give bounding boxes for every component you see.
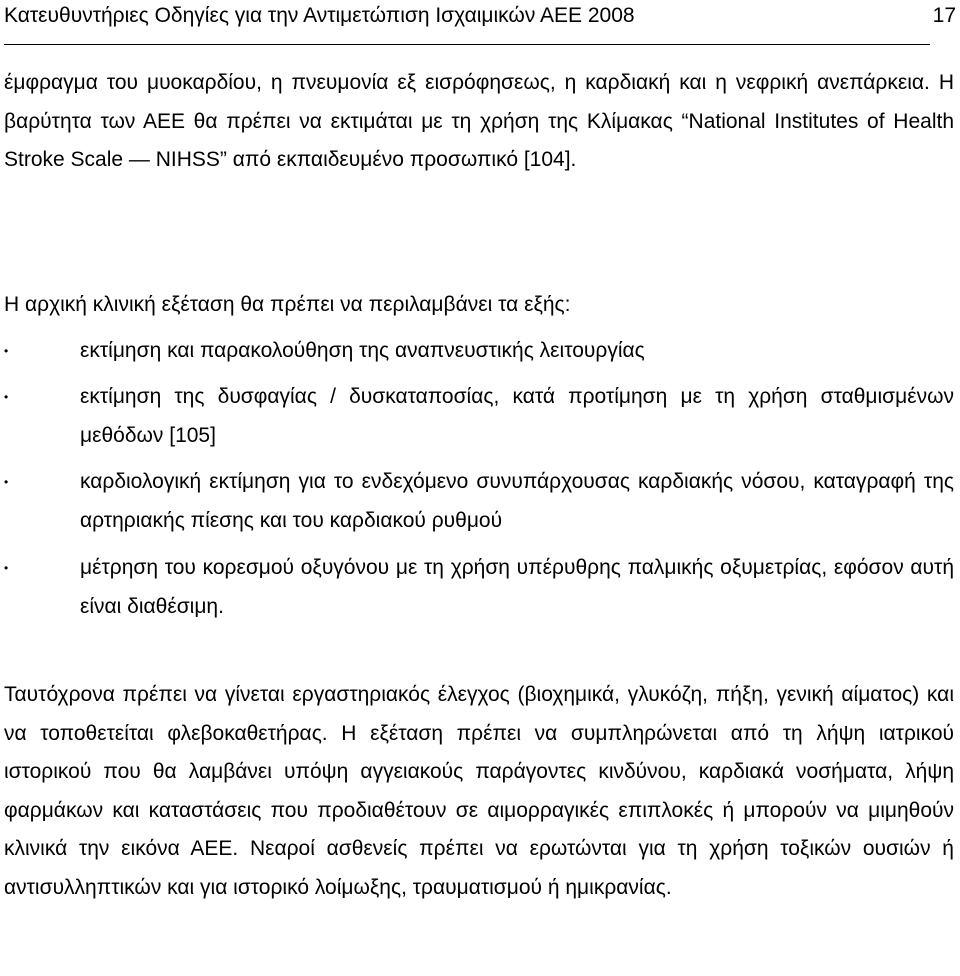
paragraph-lab-tests: Ταυτόχρονα πρέπει να γίνεται εργαστηριακός έλεγχος (βιοχημικά, γλυκόζη, πήξη, γενική αίματος) και να τοποθετείται φλεβοκαθετήρας. Η εξέταση πρέπει να συμπληρώνεται από τη λήψη ιατρικού ιστορικού που θα λαμβάνει υπόψη αγγειακούς παράγοντες κινδύνου, καρδιακά νοσήματα, λήψη φαρμάκων και καταστάσεις που προδιαθέτουν σε αιμορραγικές επιπλοκές ή μπορούν να μιμηθούν κλινικά την εικόνα ΑΕΕ. Νεαροί ασθενείς πρέπει να ερωτώνται για τη χρήση τοξικών ουσιών ή αντισυλληπτικών και για ιστορικό λοίμωξης, τραυματισμού ή ημικρανίας.	[4, 683, 954, 899]
page-number: 17	[932, 4, 956, 27]
header-divider	[4, 44, 930, 45]
list-item-text: καρδιολογική εκτίμηση για το ενδεχόμενο συνυπάρχουσας καρδιακής νόσου, καταγραφή της αρτηριακής πίεσης και του καρδιακού ρυθμού	[80, 470, 954, 532]
bullet-icon: •	[4, 561, 9, 575]
list-item-text: εκτίμηση της δυσφαγίας / δυσκαταποσίας, κατά προτίμηση με τη χρήση σταθμισμένων μεθόδων [105]	[80, 385, 954, 447]
paragraph-clinical-exam-intro: Η αρχική κλινική εξέταση θα πρέπει να περιλαμβάνει τα εξής:	[4, 293, 571, 316]
bullet-icon: •	[4, 390, 9, 404]
list-item-text: εκτίμηση και παρακολούθηση της αναπνευστικής λειτουργίας	[80, 339, 645, 362]
list-item-text: μέτρηση του κορεσμού οξυγόνου με τη χρήση υπέρυθρης παλμικής οξυμετρίας, εφόσον αυτή είναι διαθέσιμη.	[80, 556, 954, 618]
bullet-icon: •	[4, 344, 9, 358]
bullet-icon: •	[4, 475, 9, 489]
paragraph-stroke-severity: έμφραγμα του μυοκαρδίου, η πνευμονία εξ εισρόφησεως, η καρδιακή και η νεφρική ανεπάρκεια. Η βαρύτητα των ΑΕΕ θα πρέπει να εκτιμάται με τη χρήση της Κλίμακας “National Institutes of Health Stroke Scale — NIHSS” από εκπαιδευμένο προσωπικό [104].	[4, 71, 954, 171]
header-title: Κατευθυντήριες Οδηγίες για την Αντιμετώπιση Ισχαιμικών ΑΕΕ 2008	[4, 4, 635, 27]
page-header	[4, 2, 956, 38]
